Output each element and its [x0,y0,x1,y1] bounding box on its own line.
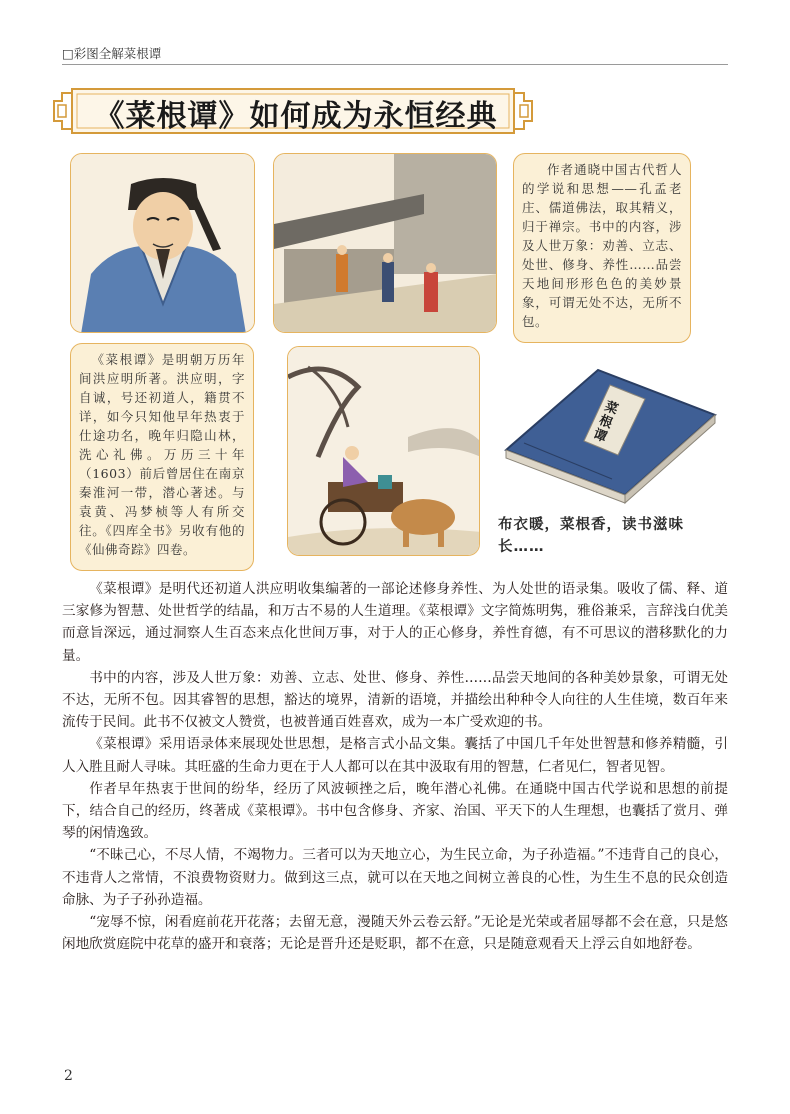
author-intro-text: 《菜根谭》是明朝万历年间洪应明所著。洪应明，字自诚，号还初道人，籍贯不详，如今只知他早年热衷于仕途功名，晚年归隐山林，洗心礼佛。万历三十年（1603）前后曾居住在南京秦淮河一带，潜心著述。与袁黄、冯梦桢等人有所交往。《四库全书》另收有他的《仙佛奇踪》四卷。 [79,352,245,557]
title-banner [50,83,536,139]
content-intro-box [513,153,691,343]
body-paragraph: “宠辱不惊，闲看庭前花开花落；去留无意，漫随天外云卷云舒。”无论是光荣或者屈辱都不会在意，只是悠闲地欣赏庭院中花草的盛开和衰落；无论是晋升还是贬职，都不在意，只是随意观看天上浮云自如地舒卷。 [62,914,728,953]
body-paragraph: 书中的内容，涉及人世万象：劝善、立志、处世、修身、养性……品尝天地间的各种美妙景象，可谓无处不达，无所不包。因其睿智的思想，豁达的境界，清新的语境，并描绘出种种令人向往的人生佳境，数百年来流传于民间。此书不仅被文人赞赏，也被普通百姓喜欢，成为一本广受欢迎的书。 [62,669,728,731]
book-cover-label: 菜根谭 [591,399,621,446]
body-paragraph: 《菜根谭》采用语录体来展现处世思想，是格言式小品文集。囊括了中国几千年处世智慧和修养精髓，引人入胜且耐人寻味。其旺盛的生命力更在于人人都可以在其中汲取有用的智慧，仁者见仁，智者见智。 [62,736,728,775]
page-title: 《菜根谭》如何成为永恒经典 [94,99,498,134]
oxcart-illustration [287,346,480,556]
illustration-caption: 布衣暖，菜根香，读书滋味长…… [498,517,684,555]
body-text [62,578,728,955]
running-head: □彩图全解菜根谭 [62,46,162,61]
portrait-illustration [70,153,255,333]
body-paragraph: 作者早年热衷于世间的纷华，经历了风波顿挫之后，晚年潜心礼佛。在通晓中国古代学说和思想的前提下，结合自己的经历，终著成《菜根谭》。书中包含修身、齐家、治国、平天下的人生理想，也囊括了赏月、弹琴的闲情逸致。 [62,780,728,842]
book-illustration [500,355,720,505]
courtyard-illustration [273,153,497,333]
content-intro-text: 作者通晓中国古代哲人的学说和思想——孔孟老庄、儒道佛法，取其精义，归于禅宗。书中的内容，涉及人世万象：劝善、立志、处世、修身、养性……品尝天地间形形色色的美妙景象，可谓无处不达，无所不包。 [522,162,682,329]
body-paragraph: 《菜根谭》是明代还初道人洪应明收集编著的一部论述修身养性、为人处世的语录集。吸收了儒、释、道三家修为智慧、处世哲学的结晶，和万古不易的人生道理。《菜根谭》文字简炼明隽，雅俗兼采，言辞浅白优美而意旨深远，通过洞察人生百态来点化世间万事，对于人的正心修身，养性育德，有不可思议的潜移默化的力量。 [62,581,728,664]
body-paragraph: “不昧己心，不尽人情，不竭物力。三者可以为天地立心，为生民立命，为子孙造福。”不违背自己的良心，不违背人之常情，不浪费物资财力。做到这三点，就可以在天地之间树立善良的心性，为生生不息的民众创造命脉、为子子孙孙造福。 [62,847,728,908]
page-number: 2 [64,1068,73,1084]
header-rule [62,64,728,65]
author-intro-box [70,343,254,571]
